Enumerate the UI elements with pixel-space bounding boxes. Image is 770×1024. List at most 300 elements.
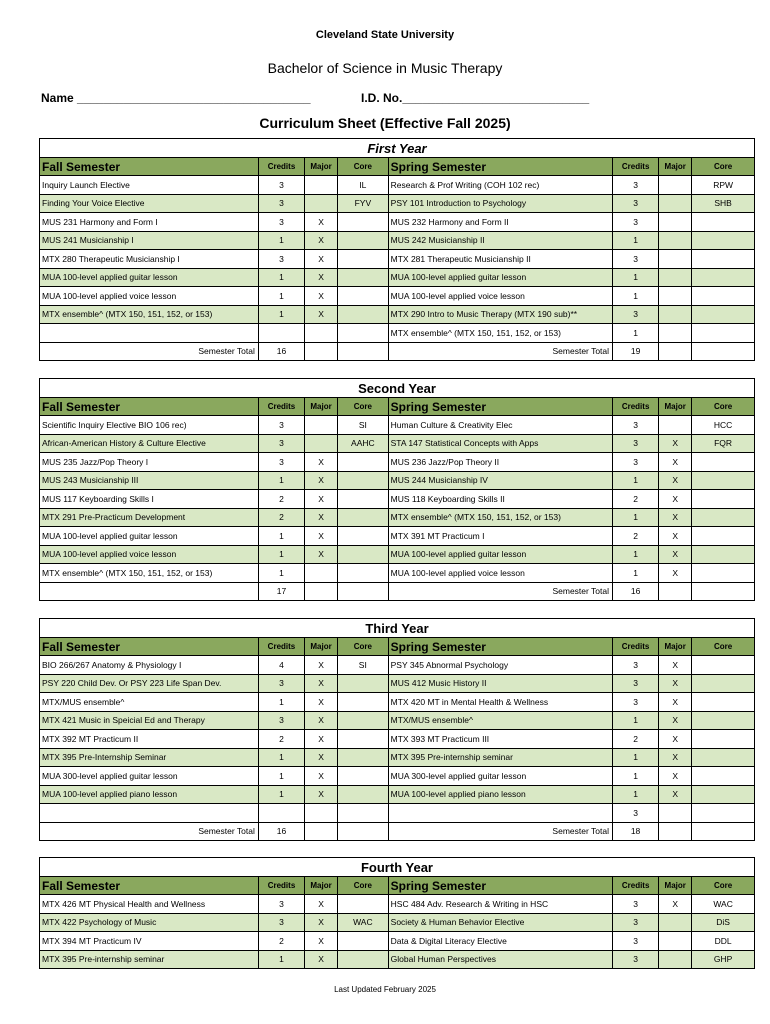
major-header: Major bbox=[659, 877, 692, 895]
course-row bbox=[40, 176, 755, 195]
spring-credits-cell: 1 bbox=[613, 545, 659, 564]
spring-core-cell bbox=[692, 250, 755, 269]
fall-course-cell: MTX 392 MT Practicum II bbox=[40, 730, 259, 749]
fall-major-cell: X bbox=[305, 913, 338, 932]
fall-credits-cell: 2 bbox=[258, 508, 304, 527]
fall-course-cell: MTX ensemble^ (MTX 150, 151, 152, or 153) bbox=[40, 564, 259, 583]
fall-core-cell bbox=[338, 305, 389, 324]
spring-credits-cell: 3 bbox=[613, 176, 659, 195]
fall-major-cell bbox=[305, 564, 338, 583]
fall-core-cell bbox=[338, 527, 389, 546]
course-row bbox=[40, 711, 755, 730]
fall-credits-cell: 1 bbox=[258, 767, 304, 786]
course-row bbox=[40, 453, 755, 472]
spring-course-cell: MTX 420 MT in Mental Health & Wellness bbox=[388, 693, 612, 712]
fall-course-cell: Scientific Inquiry Elective BIO 106 rec) bbox=[40, 416, 259, 435]
fall-core-cell bbox=[338, 342, 389, 361]
fall-course-cell: MUS 117 Keyboarding Skills I bbox=[40, 490, 259, 509]
spring-core-cell: DDL bbox=[692, 932, 755, 951]
course-row bbox=[40, 564, 755, 583]
course-row bbox=[40, 287, 755, 306]
spring-credits-cell: 1 bbox=[613, 231, 659, 250]
spring-course-cell: MUA 100-level applied voice lesson bbox=[388, 564, 612, 583]
spring-major-cell: X bbox=[659, 711, 692, 730]
sheet-title: Curriculum Sheet (Effective Fall 2025) bbox=[259, 115, 511, 131]
spring-credits-cell: 1 bbox=[612, 767, 658, 786]
fall-core-cell: IL bbox=[338, 176, 389, 195]
spring-course-cell: Semester Total bbox=[388, 342, 612, 361]
spring-course-cell: Semester Total bbox=[388, 582, 612, 601]
fall-credits-cell: 4 bbox=[258, 656, 304, 675]
major-header: Major bbox=[659, 638, 692, 656]
core-header: Core bbox=[338, 398, 389, 416]
spring-course-cell: MTX ensemble^ (MTX 150, 151, 152, or 153) bbox=[388, 508, 612, 527]
fall-course-cell: MUA 100-level applied piano lesson bbox=[40, 785, 259, 804]
spring-core-cell bbox=[692, 527, 755, 546]
spring-course-cell: Semester Total bbox=[388, 822, 612, 841]
spring-major-cell bbox=[659, 822, 692, 841]
fall-major-cell: X bbox=[305, 545, 338, 564]
fall-credits-cell: 1 bbox=[258, 564, 304, 583]
fall-course-cell: PSY 220 Child Dev. Or PSY 223 Life Span Dev. bbox=[40, 674, 259, 693]
spring-credits-cell: 16 bbox=[613, 582, 659, 601]
spring-core-cell bbox=[692, 674, 755, 693]
last-updated: Last Updated February 2025 bbox=[334, 985, 436, 994]
spring-course-cell: PSY 345 Abnormal Psychology bbox=[388, 656, 612, 675]
core-header: Core bbox=[692, 877, 755, 895]
spring-course-cell: STA 147 Statistical Concepts with Apps bbox=[388, 434, 612, 453]
fall-credits-cell: 1 bbox=[258, 231, 304, 250]
spring-credits-cell: 3 bbox=[612, 674, 658, 693]
fall-core-cell bbox=[338, 748, 389, 767]
spring-semester-header: Spring Semester bbox=[388, 638, 612, 656]
spring-credits-cell: 1 bbox=[613, 564, 659, 583]
fall-credits-cell: 1 bbox=[258, 287, 304, 306]
spring-core-cell bbox=[692, 508, 755, 527]
spring-credits-cell: 3 bbox=[613, 950, 659, 969]
fall-course-cell: MUS 231 Harmony and Form I bbox=[40, 213, 259, 232]
spring-core-cell bbox=[692, 564, 755, 583]
fall-core-cell bbox=[338, 932, 389, 951]
major-header: Major bbox=[305, 398, 338, 416]
fall-course-cell: MTX ensemble^ (MTX 150, 151, 152, or 153) bbox=[40, 305, 259, 324]
fall-course-cell: Semester Total bbox=[40, 342, 259, 361]
fall-course-cell: MTX 422 Psychology of Music bbox=[40, 913, 259, 932]
course-row bbox=[40, 268, 755, 287]
spring-course-cell: Data & Digital Literacy Elective bbox=[388, 932, 612, 951]
fall-core-cell bbox=[338, 767, 389, 786]
spring-credits-cell: 1 bbox=[613, 508, 659, 527]
spring-course-cell bbox=[388, 804, 612, 823]
spring-credits-cell: 1 bbox=[612, 748, 658, 767]
credits-header: Credits bbox=[613, 398, 659, 416]
spring-course-cell: MUS 242 Musicianship II bbox=[388, 231, 612, 250]
spring-core-cell bbox=[692, 471, 755, 490]
fall-course-cell: Finding Your Voice Elective bbox=[40, 194, 259, 213]
fall-credits-cell: 1 bbox=[258, 268, 304, 287]
fall-major-cell: X bbox=[305, 527, 338, 546]
spring-core-cell bbox=[692, 582, 755, 601]
core-header: Core bbox=[338, 638, 389, 656]
spring-credits-cell: 1 bbox=[612, 785, 658, 804]
spring-course-cell: Global Human Perspectives bbox=[388, 950, 612, 969]
fall-course-cell: MUA 300-level applied guitar lesson bbox=[40, 767, 259, 786]
course-row bbox=[40, 950, 755, 969]
spring-core-cell bbox=[692, 287, 755, 306]
spring-course-cell: MTX 290 Intro to Music Therapy (MTX 190 sub)** bbox=[388, 305, 612, 324]
spring-core-cell bbox=[692, 490, 755, 509]
fall-course-cell: Semester Total bbox=[40, 822, 259, 841]
spring-major-cell: X bbox=[659, 508, 692, 527]
fall-course-cell: MTX 394 MT Practicum IV bbox=[40, 932, 259, 951]
fall-semester-header: Fall Semester bbox=[40, 877, 259, 895]
fall-major-cell: X bbox=[305, 490, 338, 509]
spring-major-cell: X bbox=[659, 656, 692, 675]
fall-credits-cell: 3 bbox=[258, 453, 304, 472]
fall-major-cell bbox=[305, 324, 338, 343]
fall-core-cell bbox=[338, 453, 389, 472]
fall-major-cell bbox=[305, 176, 338, 195]
spring-core-cell bbox=[692, 693, 755, 712]
spring-major-cell: X bbox=[659, 785, 692, 804]
spring-course-cell: MUA 300-level applied guitar lesson bbox=[388, 767, 612, 786]
major-header: Major bbox=[305, 638, 338, 656]
fall-semester-header: Fall Semester bbox=[40, 158, 259, 176]
fall-course-cell: MUA 100-level applied voice lesson bbox=[40, 287, 259, 306]
spring-semester-header: Spring Semester bbox=[388, 877, 612, 895]
spring-core-cell bbox=[692, 711, 755, 730]
spring-course-cell: MUA 100-level applied voice lesson bbox=[388, 287, 612, 306]
core-header: Core bbox=[338, 158, 389, 176]
fall-credits-cell bbox=[258, 804, 304, 823]
fall-credits-cell: 1 bbox=[258, 471, 304, 490]
fall-credits-cell: 1 bbox=[258, 527, 304, 546]
name-field-line: Name ___________________________________ bbox=[41, 91, 311, 105]
fall-credits-cell: 3 bbox=[258, 250, 304, 269]
fall-credits-cell: 3 bbox=[258, 674, 304, 693]
spring-major-cell: X bbox=[659, 895, 692, 914]
spring-course-cell: PSY 101 Introduction to Psychology bbox=[388, 194, 612, 213]
spring-course-cell: Research & Prof Writing (COH 102 rec) bbox=[388, 176, 612, 195]
spring-credits-cell: 3 bbox=[613, 194, 659, 213]
year-title: Fourth Year bbox=[40, 858, 755, 877]
spring-credits-cell: 3 bbox=[613, 434, 659, 453]
spring-course-cell: MUS 244 Musicianship IV bbox=[388, 471, 612, 490]
spring-major-cell bbox=[659, 176, 692, 195]
fall-course-cell: MUA 100-level applied voice lesson bbox=[40, 545, 259, 564]
spring-course-cell: Society & Human Behavior Elective bbox=[388, 913, 612, 932]
course-row bbox=[40, 785, 755, 804]
year-table bbox=[39, 138, 755, 361]
fall-core-cell bbox=[338, 287, 389, 306]
fall-credits-cell: 2 bbox=[258, 730, 304, 749]
fall-major-cell: X bbox=[305, 656, 338, 675]
course-row bbox=[40, 804, 755, 823]
fall-credits-cell: 3 bbox=[258, 176, 304, 195]
fall-course-cell: Inquiry Launch Elective bbox=[40, 176, 259, 195]
fall-core-cell bbox=[338, 508, 389, 527]
fall-major-cell: X bbox=[305, 711, 338, 730]
spring-core-cell bbox=[692, 305, 755, 324]
course-row bbox=[40, 730, 755, 749]
spring-course-cell: MUS 118 Keyboarding Skills II bbox=[388, 490, 612, 509]
major-header: Major bbox=[305, 158, 338, 176]
spring-major-cell bbox=[659, 324, 692, 343]
spring-course-cell: MTX 281 Therapeutic Musicianship II bbox=[388, 250, 612, 269]
spring-major-cell bbox=[659, 913, 692, 932]
fall-credits-cell: 3 bbox=[258, 895, 304, 914]
spring-core-cell bbox=[692, 656, 755, 675]
fall-credits-cell: 3 bbox=[258, 913, 304, 932]
spring-major-cell bbox=[659, 287, 692, 306]
fall-credits-cell: 3 bbox=[258, 213, 304, 232]
spring-major-cell bbox=[659, 582, 692, 601]
fall-course-cell bbox=[40, 582, 259, 601]
spring-major-cell: X bbox=[659, 434, 692, 453]
course-row bbox=[40, 932, 755, 951]
fall-core-cell bbox=[338, 711, 389, 730]
fall-major-cell: X bbox=[305, 674, 338, 693]
university-name: Cleveland State University bbox=[315, 29, 455, 41]
fall-major-cell: X bbox=[305, 213, 338, 232]
fall-core-cell: FYV bbox=[338, 194, 389, 213]
fall-credits-cell: 1 bbox=[258, 545, 304, 564]
credits-header: Credits bbox=[258, 158, 304, 176]
spring-major-cell: X bbox=[659, 490, 692, 509]
fall-major-cell bbox=[305, 822, 338, 841]
core-header: Core bbox=[338, 877, 389, 895]
spring-core-cell: SHB bbox=[692, 194, 755, 213]
spring-major-cell bbox=[659, 194, 692, 213]
spring-credits-cell: 1 bbox=[612, 711, 658, 730]
fall-core-cell bbox=[338, 250, 389, 269]
spring-major-cell bbox=[659, 305, 692, 324]
fall-major-cell: X bbox=[305, 895, 338, 914]
fall-course-cell: MTX 280 Therapeutic Musicianship I bbox=[40, 250, 259, 269]
fall-credits-cell: 1 bbox=[258, 785, 304, 804]
spring-major-cell: X bbox=[659, 693, 692, 712]
fall-course-cell: MUS 243 Musicianship III bbox=[40, 471, 259, 490]
course-row bbox=[40, 527, 755, 546]
spring-major-cell bbox=[659, 213, 692, 232]
spring-credits-cell: 2 bbox=[612, 730, 658, 749]
core-header: Core bbox=[692, 158, 755, 176]
spring-semester-header: Spring Semester bbox=[388, 158, 612, 176]
fall-credits-cell: 3 bbox=[258, 194, 304, 213]
spring-course-cell: HSC 484 Adv. Research & Writing in HSC bbox=[388, 895, 612, 914]
year-title: First Year bbox=[40, 139, 755, 158]
spring-credits-cell: 2 bbox=[613, 490, 659, 509]
course-row bbox=[40, 748, 755, 767]
spring-major-cell bbox=[659, 804, 692, 823]
spring-major-cell: X bbox=[659, 674, 692, 693]
spring-major-cell: X bbox=[659, 471, 692, 490]
degree-title: Bachelor of Science in Music Therapy bbox=[267, 60, 503, 76]
fall-semester-header: Fall Semester bbox=[40, 398, 259, 416]
spring-core-cell bbox=[692, 324, 755, 343]
spring-major-cell: X bbox=[659, 527, 692, 546]
fall-major-cell: X bbox=[305, 305, 338, 324]
fall-course-cell: MTX 395 Pre-internship seminar bbox=[40, 950, 259, 969]
spring-credits-cell: 2 bbox=[613, 527, 659, 546]
fall-core-cell bbox=[338, 822, 389, 841]
fall-course-cell: BIO 266/267 Anatomy & Physiology I bbox=[40, 656, 259, 675]
fall-core-cell bbox=[338, 582, 389, 601]
fall-major-cell bbox=[305, 342, 338, 361]
spring-semester-header: Spring Semester bbox=[388, 398, 612, 416]
spring-major-cell: X bbox=[659, 564, 692, 583]
course-row bbox=[40, 194, 755, 213]
spring-major-cell bbox=[659, 250, 692, 269]
fall-course-cell: MUA 100-level applied guitar lesson bbox=[40, 268, 259, 287]
spring-core-cell bbox=[692, 268, 755, 287]
spring-credits-cell: 3 bbox=[612, 693, 658, 712]
spring-course-cell: MTX 395 Pre-internship seminar bbox=[388, 748, 612, 767]
fall-core-cell bbox=[338, 950, 389, 969]
fall-credits-cell bbox=[258, 324, 304, 343]
course-row bbox=[40, 545, 755, 564]
fall-major-cell: X bbox=[305, 471, 338, 490]
spring-major-cell bbox=[659, 416, 692, 435]
spring-credits-cell: 3 bbox=[612, 804, 658, 823]
semester-total-row bbox=[40, 582, 755, 601]
fall-major-cell: X bbox=[305, 748, 338, 767]
fall-semester-header: Fall Semester bbox=[40, 638, 259, 656]
fall-core-cell: AAHC bbox=[338, 434, 389, 453]
fall-core-cell bbox=[338, 545, 389, 564]
fall-course-cell: MTX 426 MT Physical Health and Wellness bbox=[40, 895, 259, 914]
spring-core-cell bbox=[692, 767, 755, 786]
spring-core-cell: FQR bbox=[692, 434, 755, 453]
fall-major-cell: X bbox=[305, 693, 338, 712]
fall-major-cell: X bbox=[305, 785, 338, 804]
major-header: Major bbox=[659, 158, 692, 176]
fall-course-cell: MUS 235 Jazz/Pop Theory I bbox=[40, 453, 259, 472]
spring-core-cell bbox=[692, 804, 755, 823]
course-row bbox=[40, 490, 755, 509]
spring-core-cell: DiS bbox=[692, 913, 755, 932]
spring-credits-cell: 3 bbox=[613, 932, 659, 951]
id-field-line: I.D. No.____________________________ bbox=[361, 91, 590, 105]
fall-core-cell bbox=[338, 895, 389, 914]
fall-major-cell: X bbox=[305, 453, 338, 472]
credits-header: Credits bbox=[258, 398, 304, 416]
course-row bbox=[40, 913, 755, 932]
credits-header: Credits bbox=[258, 877, 304, 895]
credits-header: Credits bbox=[613, 877, 659, 895]
spring-core-cell: HCC bbox=[692, 416, 755, 435]
spring-course-cell: MUS 232 Harmony and Form II bbox=[388, 213, 612, 232]
fall-major-cell bbox=[305, 582, 338, 601]
spring-course-cell: MUA 100-level applied guitar lesson bbox=[388, 545, 612, 564]
spring-course-cell: MTX/MUS ensemble^ bbox=[388, 711, 612, 730]
credits-header: Credits bbox=[613, 158, 659, 176]
spring-credits-cell: 3 bbox=[612, 656, 658, 675]
fall-credits-cell: 16 bbox=[258, 822, 304, 841]
spring-core-cell bbox=[692, 545, 755, 564]
fall-major-cell bbox=[305, 804, 338, 823]
fall-core-cell bbox=[338, 213, 389, 232]
course-row bbox=[40, 305, 755, 324]
spring-course-cell: MUA 100-level applied guitar lesson bbox=[388, 268, 612, 287]
core-header: Core bbox=[692, 398, 755, 416]
fall-course-cell: MTX/MUS ensemble^ bbox=[40, 693, 259, 712]
spring-core-cell bbox=[692, 231, 755, 250]
spring-course-cell: MUS 236 Jazz/Pop Theory II bbox=[388, 453, 612, 472]
major-header: Major bbox=[305, 877, 338, 895]
fall-core-cell bbox=[338, 564, 389, 583]
year-table bbox=[39, 378, 755, 601]
spring-core-cell bbox=[692, 730, 755, 749]
fall-credits-cell: 2 bbox=[258, 490, 304, 509]
year-title: Third Year bbox=[40, 619, 755, 638]
spring-major-cell bbox=[659, 231, 692, 250]
core-header: Core bbox=[692, 638, 755, 656]
spring-credits-cell: 3 bbox=[613, 453, 659, 472]
course-row bbox=[40, 767, 755, 786]
fall-major-cell: X bbox=[305, 950, 338, 969]
spring-core-cell: GHP bbox=[692, 950, 755, 969]
spring-credits-cell: 19 bbox=[613, 342, 659, 361]
spring-credits-cell: 18 bbox=[612, 822, 658, 841]
fall-course-cell: MTX 421 Music in Speicial Ed and Therapy bbox=[40, 711, 259, 730]
spring-major-cell: X bbox=[659, 767, 692, 786]
spring-credits-cell: 3 bbox=[613, 250, 659, 269]
spring-credits-cell: 1 bbox=[613, 471, 659, 490]
fall-course-cell bbox=[40, 804, 259, 823]
major-header: Major bbox=[659, 398, 692, 416]
spring-credits-cell: 3 bbox=[613, 305, 659, 324]
course-row bbox=[40, 416, 755, 435]
fall-major-cell: X bbox=[305, 287, 338, 306]
fall-major-cell: X bbox=[305, 767, 338, 786]
semester-total-row bbox=[40, 342, 755, 361]
fall-core-cell bbox=[338, 693, 389, 712]
spring-credits-cell: 3 bbox=[613, 213, 659, 232]
fall-course-cell: MTX 291 Pre-Practicum Development bbox=[40, 508, 259, 527]
year-title: Second Year bbox=[40, 379, 755, 398]
fall-major-cell bbox=[305, 434, 338, 453]
spring-course-cell: MTX ensemble^ (MTX 150, 151, 152, or 153) bbox=[388, 324, 612, 343]
spring-core-cell bbox=[692, 453, 755, 472]
fall-major-cell: X bbox=[305, 231, 338, 250]
fall-credits-cell: 1 bbox=[258, 748, 304, 767]
fall-credits-cell: 1 bbox=[258, 305, 304, 324]
spring-course-cell: MTX 391 MT Practicum I bbox=[388, 527, 612, 546]
fall-credits-cell: 17 bbox=[258, 582, 304, 601]
course-row bbox=[40, 231, 755, 250]
course-row bbox=[40, 250, 755, 269]
spring-major-cell: X bbox=[659, 545, 692, 564]
spring-core-cell bbox=[692, 342, 755, 361]
spring-course-cell: MTX 393 MT Practicum III bbox=[388, 730, 612, 749]
fall-core-cell bbox=[338, 730, 389, 749]
spring-core-cell bbox=[692, 822, 755, 841]
spring-credits-cell: 3 bbox=[613, 895, 659, 914]
fall-major-cell bbox=[305, 416, 338, 435]
fall-credits-cell: 16 bbox=[258, 342, 304, 361]
course-row bbox=[40, 324, 755, 343]
spring-major-cell bbox=[659, 950, 692, 969]
fall-core-cell: SI bbox=[338, 656, 389, 675]
spring-major-cell: X bbox=[659, 730, 692, 749]
spring-course-cell: MUA 100-level applied piano lesson bbox=[388, 785, 612, 804]
fall-major-cell: X bbox=[305, 932, 338, 951]
fall-course-cell: MUS 241 Musicianship I bbox=[40, 231, 259, 250]
fall-core-cell bbox=[338, 231, 389, 250]
spring-course-cell: MUS 412 Music History II bbox=[388, 674, 612, 693]
spring-major-cell: X bbox=[659, 453, 692, 472]
